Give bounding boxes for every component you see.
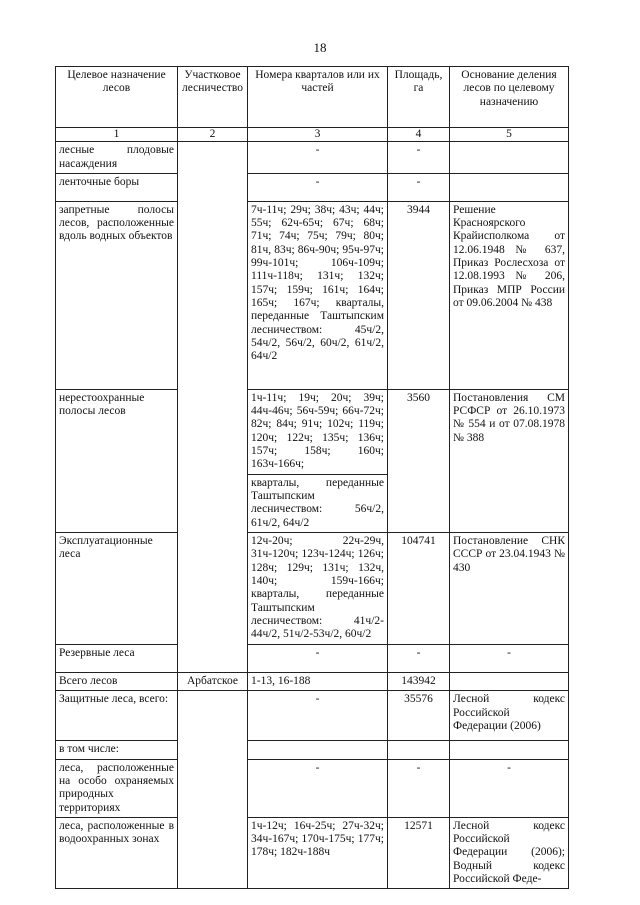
- table-row: [56, 201, 569, 389]
- row-basis: Решение Красноярского Крайисполкома от 12.06.1948 № 637, Приказ Рослесхоза от 12.08.1993 № 206, Приказ МПР России от 09.06.2004 № 438: [450, 201, 569, 389]
- forestry-cell-empty: [178, 142, 248, 673]
- row-area: 35576: [388, 691, 450, 741]
- col-number: 5: [450, 128, 569, 142]
- header-row: [56, 67, 569, 128]
- table-row: [56, 817, 569, 888]
- row-basis: [450, 142, 569, 174]
- table-row: [56, 741, 569, 759]
- table-row: [56, 533, 569, 645]
- table-row: [56, 691, 569, 741]
- row-purpose: лесные плодовые насаждения: [56, 142, 178, 174]
- header-forestry: Участковое лесничество: [178, 67, 248, 128]
- row-quarters: 12ч-20ч; 22ч-29ч, 31ч-120ч; 123ч-124ч; 126ч; 128ч; 129ч; 131ч; 132ч, 140ч; 159ч-166ч; кварталы, переданные Таштыпским лесничеством: 41ч/2-44ч/2, 51ч/2-53ч/2, 60ч/2: [248, 533, 388, 645]
- row-purpose: Защитные леса, всего:: [56, 691, 178, 741]
- col-number: 4: [388, 128, 450, 142]
- row-purpose: ленточные боры: [56, 173, 178, 201]
- col-number: 1: [56, 128, 178, 142]
- row-purpose: нерестоохранные полосы лесов: [56, 389, 178, 532]
- table-row: [56, 389, 569, 474]
- forestry-cell-empty: [178, 691, 248, 889]
- row-quarters-transferred: кварталы, переданные Таштыпским лесничеством: 56ч/2, 61ч/2, 64ч/2: [248, 474, 388, 532]
- row-area: -: [388, 759, 450, 817]
- page-number: 18: [313, 40, 327, 55]
- forest-purpose-table: [55, 66, 569, 889]
- row-area: 12571: [388, 817, 450, 888]
- row-basis: -: [450, 759, 569, 817]
- table-row: [56, 759, 569, 817]
- row-purpose: в том числе:: [56, 741, 178, 759]
- header-purpose: Целевое назначение лесов: [56, 67, 178, 128]
- row-quarters: -: [248, 142, 388, 174]
- row-area: 143942: [388, 673, 450, 691]
- row-purpose: леса, расположенные на особо охраняемых природных территориях: [56, 759, 178, 817]
- row-quarters: 1-13, 16-188: [248, 673, 388, 691]
- table-row: [56, 645, 569, 673]
- header-basis: Основание деления лесов по целевому назначению: [450, 67, 569, 128]
- table-row: [56, 673, 569, 691]
- header-quarters: Номера кварталов или их частей: [248, 67, 388, 128]
- column-number-row: [56, 128, 569, 142]
- row-area: 104741: [388, 533, 450, 645]
- row-quarters: -: [248, 173, 388, 201]
- row-basis-empty: [450, 741, 569, 759]
- row-area: 3560: [388, 389, 450, 532]
- row-basis: -: [450, 645, 569, 673]
- row-quarters: 1ч-11ч; 19ч; 20ч; 39ч; 44ч-46ч; 56ч-59ч; 66ч-72ч; 82ч; 84ч; 91ч; 102ч; 119ч; 120ч; 122ч; 135ч; 136ч; 157ч; 158ч; 160ч; 163ч-166ч;: [248, 389, 388, 474]
- row-basis: Постановление СНК СССР от 23.04.1943 № 430: [450, 533, 569, 645]
- row-area: -: [388, 173, 450, 201]
- row-basis: Постановления СМ РСФСР от 26.10.1973 № 554 и от 07.08.1978 № 388: [450, 389, 569, 532]
- row-purpose: леса, расположенные в водоохранных зонах: [56, 817, 178, 888]
- row-quarters-empty: [248, 741, 388, 759]
- row-forestry: Арбатское: [178, 673, 248, 691]
- col-number: 2: [178, 128, 248, 142]
- row-quarters: -: [248, 759, 388, 817]
- row-purpose: запретные полосы лесов, расположенные вдоль водных объектов: [56, 201, 178, 389]
- row-purpose: Резервные леса: [56, 645, 178, 673]
- row-quarters: -: [248, 645, 388, 673]
- header-area: Площадь, га: [388, 67, 450, 128]
- table-row: [56, 142, 569, 174]
- row-purpose: Эксплуатационные леса: [56, 533, 178, 645]
- row-basis: [450, 673, 569, 691]
- row-quarters: -: [248, 691, 388, 741]
- table-row: [56, 173, 569, 201]
- row-area: -: [388, 645, 450, 673]
- col-number: 3: [248, 128, 388, 142]
- row-area: -: [388, 142, 450, 174]
- row-basis: [450, 173, 569, 201]
- row-quarters: 7ч-11ч; 29ч; 38ч; 43ч; 44ч; 55ч; 62ч-65ч; 67ч; 68ч; 71ч; 74ч; 75ч; 79ч; 80ч; 81ч, 83ч; 86ч-90ч; 95ч-97ч; 99ч-101ч; 106ч-109ч; 111ч-118ч; 131ч; 132ч; 157ч; 159ч; 161ч; 164ч; 165ч; 167ч; кварталы, переданные Таштыпским лесничеством: 45ч/2, 54ч/2, 56ч/2, 60ч/2, 61ч/2, 64ч/2: [248, 201, 388, 389]
- row-purpose: Всего лесов: [56, 673, 178, 691]
- row-basis: Лесной кодекс Российской Федерации (2006); Водный кодекс Российской Феде-: [450, 817, 569, 888]
- row-area-empty: [388, 741, 450, 759]
- row-area: 3944: [388, 201, 450, 389]
- row-quarters: 1ч-12ч; 16ч-25ч; 27ч-32ч; 34ч-167ч; 170ч-175ч; 177ч; 178ч; 182ч-188ч: [248, 817, 388, 888]
- row-basis: Лесной кодекс Российской Федерации (2006): [450, 691, 569, 741]
